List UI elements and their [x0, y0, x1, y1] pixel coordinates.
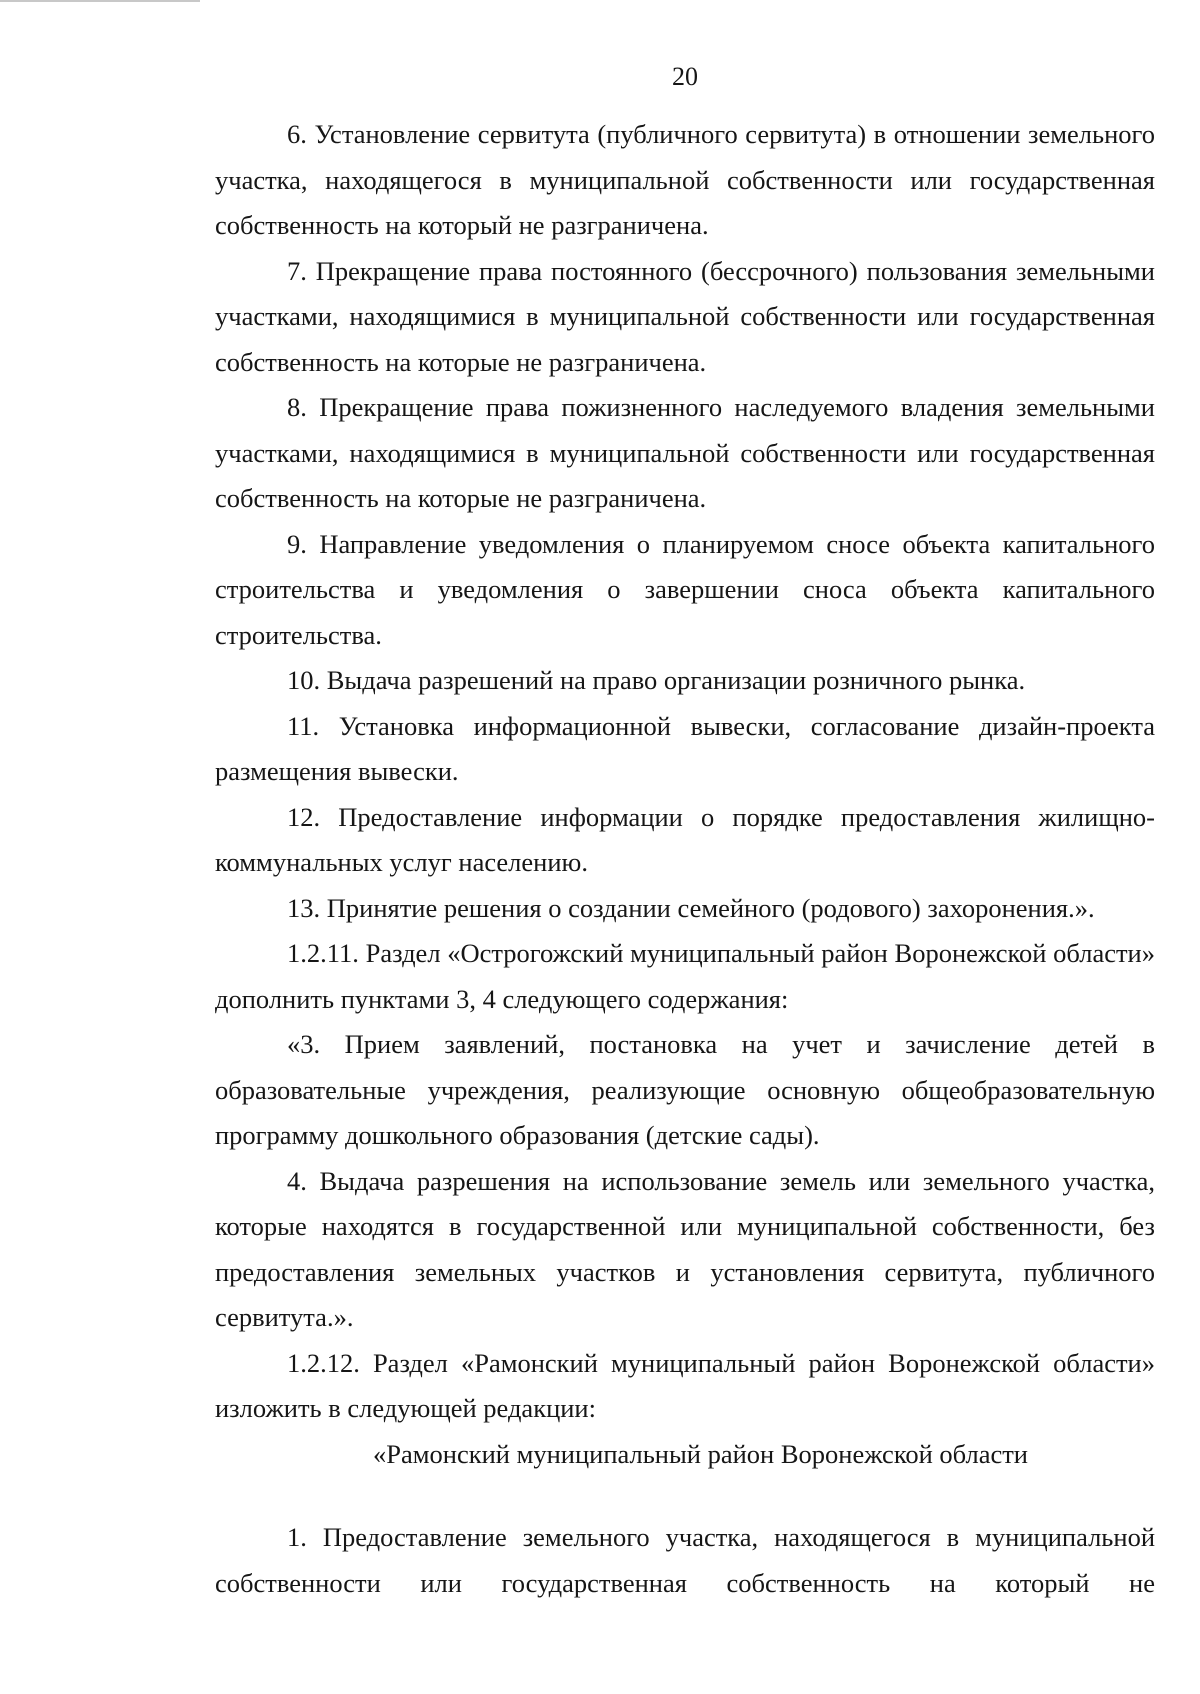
- paragraph-section-1-2-12: 1.2.12. Раздел «Рамонский муниципальный район Воронежской области» изложить в следующей редакции:: [215, 1347, 1155, 1423]
- paragraph-item-4-quoted: 4. Выдача разрешения на использование земель или земельного участка, которые находятся в государственной или муниципальной собственности, без предоставления земельных участков и установления сервитута, публичного сервитута.».: [215, 1165, 1155, 1332]
- section-gap: [215, 1477, 1155, 1515]
- scan-edge-line: [0, 0, 200, 2]
- section-heading: «Рамонский муниципальный район Воронежской области: [373, 1438, 1028, 1469]
- paragraph-item-11: 11. Установка информационной вывески, согласование дизайн-проекта размещения вывески.: [215, 710, 1155, 786]
- paragraph-ramonsky-item-1: 1. Предоставление земельного участка, находящегося в муниципальной собственности или государственная собственность на который не: [215, 1522, 1155, 1598]
- paragraph-item-10: 10. Выдача разрешений на право организации розничного рынка.: [287, 665, 1026, 695]
- paragraph-item-12: 12. Предоставление информации о порядке предоставления жилищно-коммунальных услуг населению.: [215, 801, 1155, 877]
- paragraph-section-1-2-11: 1.2.11. Раздел «Острогожский муниципальный район Воронежской области» дополнить пунктами 3, 4 следующего содержания:: [215, 938, 1155, 1014]
- page-number: 20: [672, 62, 698, 91]
- document-body: [215, 112, 1155, 1606]
- paragraph-item-3-quoted: «3. Прием заявлений, постановка на учет и зачисление детей в образовательные учреждения, реализующие основную общеобразовательную программу дошкольного образования (детские сады).: [215, 1029, 1155, 1150]
- paragraph-item-7: 7. Прекращение права постоянного (бессрочного) пользования земельными участками, находящимися в муниципальной собственности или государственная собственность на которые не разграничена.: [215, 255, 1155, 377]
- paragraph-item-8: 8. Прекращение права пожизненного наследуемого владения земельными участками, находящимися в муниципальной собственности или государственная собственность на которые не разграничена.: [215, 392, 1155, 513]
- paragraph-item-6: 6. Установление сервитута (публичного сервитута) в отношении земельного участка, находящегося в муниципальной собственности или государственная собственность на который не разграничена.: [215, 119, 1155, 240]
- paragraph-item-13: 13. Принятие решения о создании семейного (родового) захоронения.».: [287, 892, 1095, 923]
- paragraph-item-9: 9. Направление уведомления о планируемом сносе объекта капитального строительства и уведомления о завершении сноса объекта капитального строительства.: [215, 528, 1155, 650]
